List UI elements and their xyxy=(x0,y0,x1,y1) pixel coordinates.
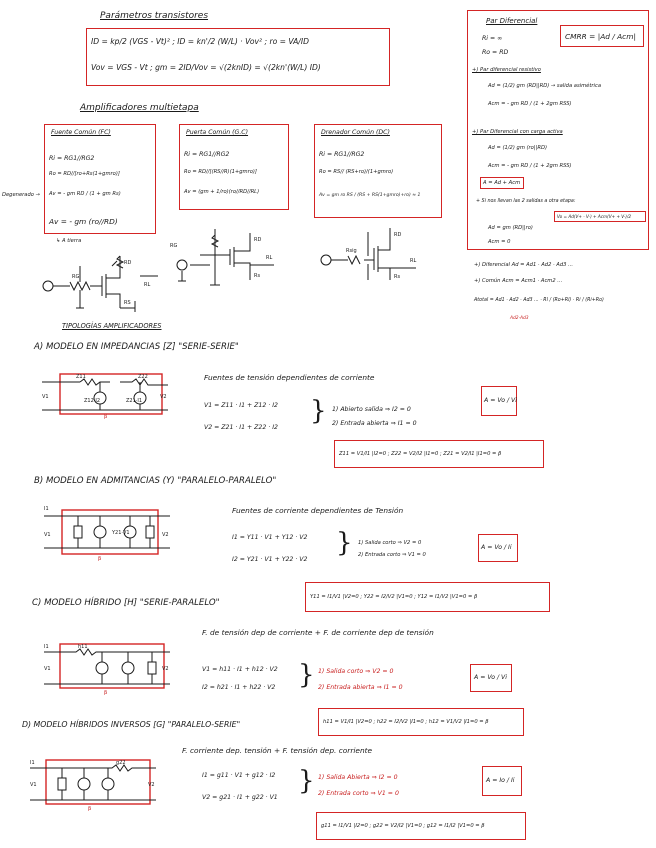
svg-text:h11: h11 xyxy=(78,644,88,650)
diff-two-outputs-eq: Vo = Ad(V+ - V-) + Acm(V+ + V-)/2 xyxy=(557,214,632,219)
eq-drain-current: ID = kp/2 (VGS - Vt)² ; ID = kn'/2 (W/L) · Vov² ; ro = VA/ID xyxy=(91,37,309,46)
svg-text:β: β xyxy=(104,414,108,420)
topo-b-gain: A = Vo / Ii xyxy=(481,544,512,551)
cs-ri: Ri = RG1//RG2 xyxy=(49,155,95,162)
common-gate-box xyxy=(179,124,289,210)
topo-a-cond2: 2) Entrada abierta ⇒ I1 = 0 xyxy=(332,420,417,427)
topo-d-params-box xyxy=(316,812,526,840)
svg-text:g22: g22 xyxy=(116,760,126,766)
svg-text:RL: RL xyxy=(144,282,151,288)
svg-text:β: β xyxy=(98,556,102,562)
svg-text:V2: V2 xyxy=(148,782,155,788)
svg-text:Rsig: Rsig xyxy=(346,248,357,254)
cmrr-formula: CMRR = |Ad / Acm| xyxy=(565,32,636,41)
topo-b-cond1: 1) Salida corto ⇒ V2 = 0 xyxy=(358,540,422,546)
total-gain: Atotal = Ad1 · Ad2 · Ad3 ... · Rl / (Ro+Rl) · Ri / (Ri+Ro) xyxy=(474,298,604,303)
topo-a-gain-box xyxy=(481,386,517,416)
topo-d-eq1: I1 = g11 · V1 + g12 · I2 xyxy=(202,772,276,779)
diff-active-acm: Acm = - gm RD / (1 + 2gm RSS) xyxy=(488,163,572,169)
cg-ro: Ro = RD//[(RS//R)(1+gmro)] xyxy=(184,169,257,175)
svg-text:V1: V1 xyxy=(30,782,37,788)
topo-c-desc: F. de tensión dep de corriente + F. de corriente dep de tensión xyxy=(202,628,434,637)
svg-text:V2: V2 xyxy=(162,666,169,672)
diff-title: Par Diferencial xyxy=(486,17,538,25)
topo-d-params: g11 = I1/V1 |I2=0 ; g22 = V2/I2 |V1=0 ; g12 = I1/I2 |V1=0 = β xyxy=(321,823,485,829)
total-diff-gain: +) Diferencial Ad = Ad1 · Ad2 · Ad3 ... xyxy=(474,262,574,268)
cg-title: Puerta Común (G.C) xyxy=(186,129,249,136)
topo-c-params-box xyxy=(318,708,524,736)
svg-text:V2: V2 xyxy=(160,394,167,400)
svg-text:Z12·I2: Z12·I2 xyxy=(84,398,101,404)
topo-b-eq1: I1 = Y11 · V1 + Y12 · V2 xyxy=(232,534,308,541)
topo-b-desc: Fuentes de corriente dependientes de Tensión xyxy=(232,506,404,515)
diff-ri: Ri = ∞ xyxy=(482,35,503,42)
svg-text:Rs: Rs xyxy=(254,273,261,279)
svg-text:I1: I1 xyxy=(44,506,49,512)
cd-ro: Ro = RS// (RS+ro)/(1+gmro) xyxy=(319,169,394,175)
svg-text:RG: RG xyxy=(72,274,80,280)
topo-b-title: B) MODELO EN ADMITANCIAS (Y) "PARALELO-PARALELO" xyxy=(34,476,277,486)
topo-a-cond1: 1) Abierto salida ⇒ I2 = 0 xyxy=(332,406,411,413)
cg-av: Av = (gm + 1/ro)(ro//RD//RL) xyxy=(184,189,260,195)
topo-b-params-box xyxy=(305,582,550,612)
g-model-circuit-diagram xyxy=(28,756,158,812)
topo-c-title: C) MODELO HÍBRIDO [H] "SERIE-PARALELO" xyxy=(32,598,220,608)
diff-two-outputs-note: + Si nos llevan las 2 salidas a otra etapa: xyxy=(476,199,576,204)
topo-a-eq2: V2 = Z21 · I1 + Z22 · I2 xyxy=(204,424,278,431)
topo-c-brace: } xyxy=(298,660,315,690)
topo-d-cond1: 1) Salida Abierta ⇒ I2 = 0 xyxy=(318,774,398,781)
topo-c-params: h11 = V1/I1 |V2=0 ; h22 = I2/V2 |I1=0 ; h12 = V1/V2 |I1=0 = β xyxy=(323,719,489,725)
topo-c-gain: A = Vo / Vi xyxy=(474,674,507,681)
svg-text:RL: RL xyxy=(266,255,273,261)
svg-text:V2: V2 xyxy=(162,532,169,538)
topo-c-eq2: I2 = h21 · I1 + h22 · V2 xyxy=(202,684,276,691)
svg-text:Z22: Z22 xyxy=(138,374,148,380)
cd-ri: Ri = RG1//RG2 xyxy=(319,151,365,158)
diff-two-outputs-box xyxy=(554,211,646,222)
diff-active-ad: Ad = (1/2) gm (ro||RD) xyxy=(488,145,547,151)
topo-b-params: Y11 = I1/V1 |V2=0 ; Y22 = I2/V2 |V1=0 ; Y12 = I1/V2 |V1=0 = β xyxy=(310,594,478,600)
cs-ro: Ro = RD//[ro+Rs(1+gmro)] xyxy=(49,171,120,177)
section-title-transistor-params: Parámetros transistores xyxy=(100,11,209,21)
total-gain-note: Ad2·Ad3 xyxy=(510,316,529,321)
cs-av: Av = - gm (ro//RD) xyxy=(49,217,118,226)
cs-degenerated-note: Degenerado → xyxy=(2,192,40,198)
common-gate-circuit-diagram xyxy=(170,225,280,295)
topo-c-cond1: 1) Salida corto ⇒ V2 = 0 xyxy=(318,668,394,675)
topo-a-gain: A = Vo / Vi xyxy=(484,397,517,404)
svg-text:RD: RD xyxy=(124,260,132,266)
cd-av: Av = gm ro RS / (RS + RS(1+gmro)+ro) ≈ 1 xyxy=(319,193,421,198)
diff-resistive-ad: Ad = (1/2) gm (RD||RD) → salida asimétrica xyxy=(488,83,602,89)
cmrr-box xyxy=(560,25,644,47)
svg-text:RD: RD xyxy=(254,237,262,243)
diff-resistive-acm: Acm = - gm RD / (1 + 2gm RSS) xyxy=(488,101,572,107)
total-cm-gain: +) Común Acm = Acm1 · Acm2 ... xyxy=(474,278,563,284)
common-source-circuit-diagram xyxy=(40,246,160,316)
cg-ri: Ri = RG1//RG2 xyxy=(184,151,230,158)
svg-text:Z11: Z11 xyxy=(76,374,86,380)
topo-a-desc: Fuentes de tensión dependientes de corriente xyxy=(204,373,375,382)
h-model-circuit-diagram xyxy=(42,640,172,696)
svg-text:RL: RL xyxy=(410,258,417,264)
diff-total-gain: A = Ad + Acm xyxy=(483,180,521,186)
topo-b-brace: } xyxy=(336,528,353,558)
common-source-box xyxy=(44,124,156,234)
topo-d-brace: } xyxy=(298,766,315,796)
svg-text:I1: I1 xyxy=(30,760,35,766)
cs-title: Fuente Común (FC) xyxy=(51,129,111,136)
topo-b-gain-box xyxy=(478,534,518,562)
topo-d-title: D) MODELO HÍBRIDOS INVERSOS [G] "PARALELO-SERIE" xyxy=(22,720,241,729)
svg-text:V1: V1 xyxy=(42,394,49,400)
svg-text:Z21·I1: Z21·I1 xyxy=(126,398,143,404)
topo-a-brace: } xyxy=(310,396,327,426)
y-model-circuit-diagram xyxy=(42,502,172,562)
cd-title: Drenador Común (DC) xyxy=(321,129,390,136)
svg-text:β: β xyxy=(104,690,108,696)
diff-ro: Ro = RD xyxy=(482,49,509,56)
transistor-params-box xyxy=(86,28,390,86)
svg-text:RG: RG xyxy=(170,243,178,249)
topo-d-gain: A = Io / Ii xyxy=(486,777,515,784)
topo-b-cond2: 2) Entrada corto ⇒ V1 = 0 xyxy=(358,552,426,558)
z-model-circuit-diagram xyxy=(40,370,170,420)
topo-d-desc: F. corriente dep. tensión + F. tensión dep. corriente xyxy=(182,746,373,755)
diff-total-gain-box xyxy=(480,177,524,189)
topo-b-eq2: I2 = Y21 · V1 + Y22 · V2 xyxy=(232,556,308,563)
svg-text:Y21·V1: Y21·V1 xyxy=(112,530,130,536)
topo-d-gain-box xyxy=(482,766,522,796)
svg-text:RS: RS xyxy=(124,300,131,306)
topo-a-eq1: V1 = Z11 · I1 + Z12 · I2 xyxy=(204,402,278,409)
svg-text:I1: I1 xyxy=(44,644,49,650)
cs-ground-note: ↳ A tierra xyxy=(56,238,82,244)
svg-text:V1: V1 xyxy=(44,666,51,672)
svg-text:RD: RD xyxy=(394,232,402,238)
diff-active-title: +) Par Diferencial con carga activa xyxy=(472,129,563,135)
cs-av-degenerated: Av = - gm RD / (1 + gm Rs) xyxy=(49,191,121,197)
topo-c-gain-box xyxy=(470,664,512,692)
svg-text:β: β xyxy=(88,806,92,812)
svg-text:V1: V1 xyxy=(44,532,51,538)
diff-out-acm: Acm = 0 xyxy=(488,239,511,245)
differential-pair-box xyxy=(467,10,649,250)
topo-d-cond2: 2) Entrada corto ⇒ V1 = 0 xyxy=(318,790,399,797)
diff-out-ad: Ad = gm (RD||ro) xyxy=(488,225,533,231)
topo-a-title: A) MODELO EN IMPEDANCIAS [Z] "SERIE-SERIE" xyxy=(34,342,239,352)
topo-c-eq1: V1 = h11 · I1 + h12 · V2 xyxy=(202,666,278,673)
common-drain-box xyxy=(314,124,442,218)
section-title-multistage: Amplificadores multietapa xyxy=(80,103,199,113)
eq-overdrive: Vov = VGS - Vt ; gm = 2ID/Vov = √(2knID) = √(2kn'(W/L) ID) xyxy=(91,63,321,72)
topo-a-params: Z11 = V1/I1 |I2=0 ; Z22 = V2/I2 |I1=0 ; Z21 = V2/I1 |I1=0 = β xyxy=(339,451,502,457)
topo-a-params-box xyxy=(334,440,544,468)
svg-text:Rs: Rs xyxy=(394,274,401,280)
topo-c-cond2: 2) Entrada abierta ⇒ I1 = 0 xyxy=(318,684,403,691)
diff-resistive-title: +) Par diferencial resistivo xyxy=(472,67,541,73)
section-title-topologies: TIPOLOGÍAS AMPLIFICADORES xyxy=(62,322,162,330)
topo-d-eq2: V2 = g21 · I1 + g22 · V1 xyxy=(202,794,278,801)
common-drain-circuit-diagram xyxy=(316,222,426,282)
